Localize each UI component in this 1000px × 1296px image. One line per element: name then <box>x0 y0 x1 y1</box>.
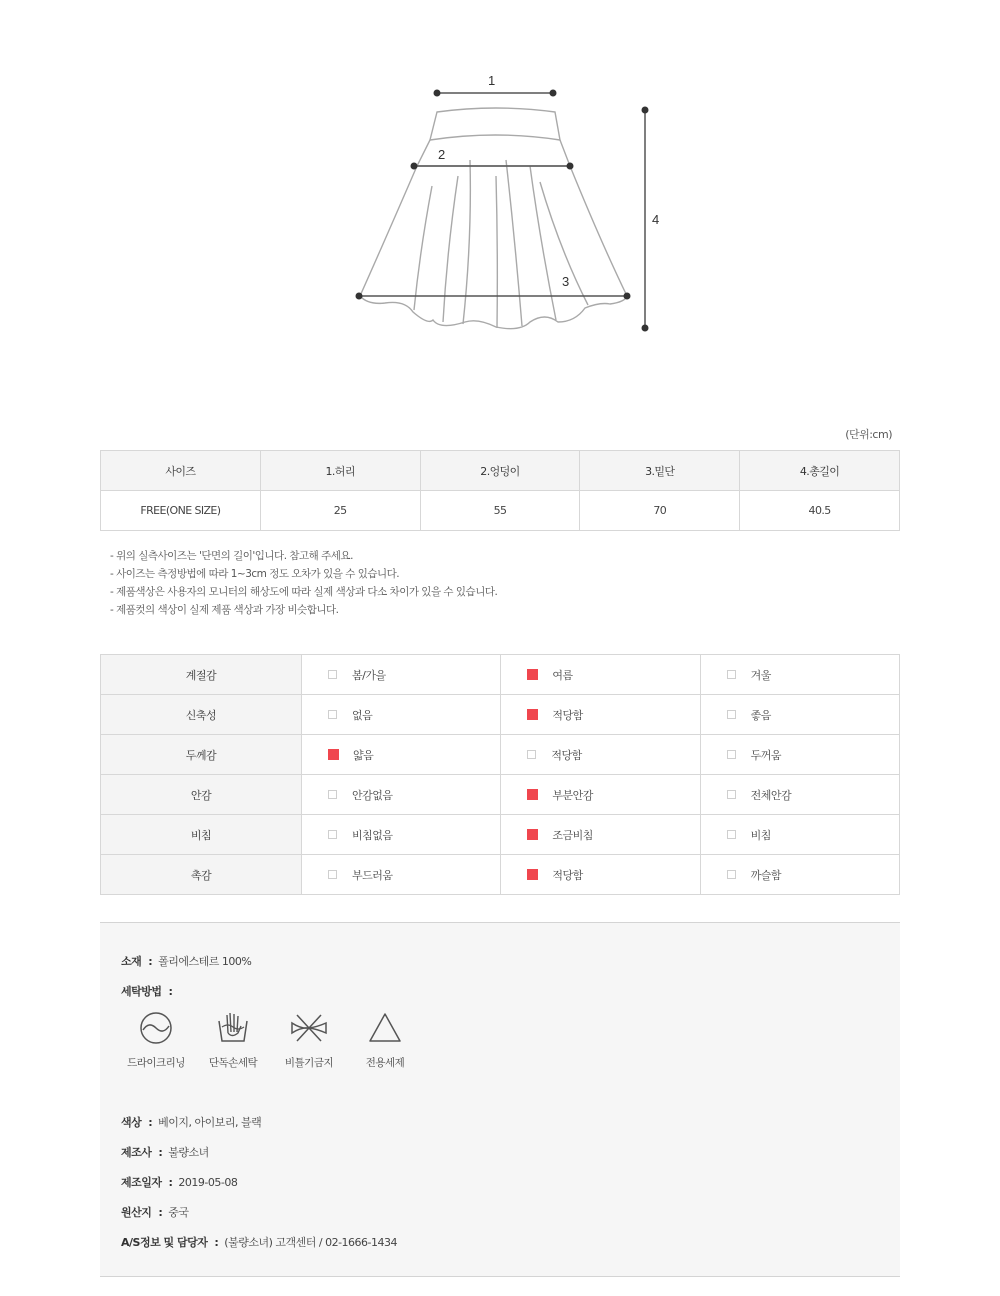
label-length: 4 <box>652 212 660 227</box>
header-hip: 2.엉덩이 <box>420 451 580 491</box>
date-row: 제조일자 : 2019-05-08 <box>121 1176 238 1189</box>
feel-option-label: 비침 <box>750 828 771 842</box>
checkbox-checked <box>527 829 538 840</box>
feel-option-cell <box>302 655 501 695</box>
date-value: 2019-05-08 <box>178 1176 238 1189</box>
measurement-lines <box>359 93 645 328</box>
feel-option-cell <box>700 655 899 695</box>
note-item: - 제품색상은 사용자의 모니터의 해상도에 따라 실제 색상과 다소 차이가 있을 수 있습니다. <box>110 586 498 598</box>
wash-item-hand-wash: 단독손세탁 <box>193 1011 273 1070</box>
special-detergent-icon <box>368 1011 402 1045</box>
wash-item-no-wring: 비틀기금지 <box>269 1011 349 1070</box>
measurement-dots <box>356 90 649 332</box>
label-waist: 1 <box>488 73 496 88</box>
note-item: - 위의 실측사이즈는 '단면의 길이'입니다. 참고해 주세요. <box>110 550 353 562</box>
feel-option-cell <box>302 695 501 735</box>
feel-label: 촉감 <box>101 855 302 895</box>
feel-option-label: 없음 <box>352 708 373 722</box>
product-info-panel <box>100 922 900 1277</box>
header-waist: 1.허리 <box>260 451 420 491</box>
skirt-size-diagram <box>0 0 1000 400</box>
checkbox-unchecked <box>328 670 337 679</box>
washing-row: 세탁방법 : <box>121 985 173 998</box>
checkbox-unchecked <box>727 710 736 719</box>
no-wring-icon <box>289 1011 329 1045</box>
feel-option-label: 조금비침 <box>552 828 593 842</box>
checkbox-unchecked <box>328 830 337 839</box>
size-table <box>100 450 900 531</box>
note-item: - 사이즈는 측정방법에 따라 1~3cm 정도 오차가 있을 수 있습니다. <box>110 568 400 580</box>
table-row <box>101 491 900 531</box>
feel-option-cell <box>700 775 899 815</box>
feel-option-cell <box>700 855 899 895</box>
feel-option-cell <box>302 855 501 895</box>
feel-option-label: 전체안감 <box>750 788 792 802</box>
size-notes <box>110 547 497 619</box>
label-hem: 3 <box>562 274 570 289</box>
feel-option-cell <box>501 735 700 775</box>
feel-option-cell <box>700 735 899 775</box>
maker-value: 불량소녀 <box>168 1146 209 1159</box>
feel-option-cell <box>302 735 501 775</box>
cell-length: 40.5 <box>740 491 900 531</box>
color-value: 베이지, 아이보리, 블랙 <box>158 1116 262 1129</box>
note-item: - 제품컷의 색상이 실제 제품 색상과 가장 비슷합니다. <box>110 604 339 616</box>
maker-row: 제조사 : 불량소녀 <box>121 1146 209 1159</box>
table-row <box>101 735 900 775</box>
table-row <box>101 855 900 895</box>
feel-option-cell <box>700 695 899 735</box>
feel-option-cell <box>302 815 501 855</box>
feel-label: 두께감 <box>101 735 302 775</box>
feel-option-label: 적당함 <box>551 748 582 762</box>
feel-option-label: 여름 <box>552 668 573 682</box>
table-row <box>101 775 900 815</box>
cell-waist: 25 <box>260 491 420 531</box>
header-hem: 3.밑단 <box>580 451 740 491</box>
checkbox-unchecked <box>727 830 736 839</box>
checkbox-unchecked <box>328 710 337 719</box>
color-row: 색상 : 베이지, 아이보리, 블랙 <box>121 1116 262 1129</box>
material-row: 소재 : 폴리에스테르 100% <box>121 955 252 968</box>
dry-cleaning-icon <box>139 1011 173 1045</box>
feel-option-cell <box>302 775 501 815</box>
checkbox-unchecked <box>727 670 736 679</box>
feel-label: 안감 <box>101 775 302 815</box>
feel-label: 계절감 <box>101 655 302 695</box>
feel-option-label: 까슬함 <box>750 868 782 882</box>
checkbox-unchecked <box>727 790 736 799</box>
feel-label: 비침 <box>101 815 302 855</box>
feel-option-label: 봄/가을 <box>352 668 386 682</box>
header-size: 사이즈 <box>101 451 261 491</box>
feel-option-cell <box>700 815 899 855</box>
wash-item-dry-cleaning: 드라이크리닝 <box>116 1011 196 1070</box>
feel-option-cell <box>501 695 700 735</box>
origin-row: 원산지 : 중국 <box>121 1206 189 1219</box>
checkbox-checked <box>527 669 538 680</box>
feel-label: 신축성 <box>101 695 302 735</box>
feel-option-cell <box>501 815 700 855</box>
feel-option-label: 얇음 <box>353 748 374 762</box>
cell-hip: 55 <box>420 491 580 531</box>
feel-option-label: 겨울 <box>750 668 771 682</box>
table-row <box>101 655 900 695</box>
feel-option-label: 두꺼움 <box>750 748 782 762</box>
checkbox-checked <box>527 789 538 800</box>
feel-option-cell <box>501 655 700 695</box>
header-length: 4.총길이 <box>740 451 900 491</box>
feel-option-label: 적당함 <box>552 868 583 882</box>
checkbox-checked <box>527 709 538 720</box>
feel-option-label: 부분안감 <box>552 788 593 802</box>
table-row <box>101 695 900 735</box>
wash-item-special-detergent: 전용세제 <box>345 1011 425 1070</box>
unit-label: (단위:cm) <box>845 428 892 441</box>
checkbox-checked <box>328 749 339 760</box>
checkbox-checked <box>527 869 538 880</box>
feel-option-label: 안감없음 <box>352 788 393 802</box>
size-table-header <box>101 451 900 491</box>
feel-option-cell <box>501 775 700 815</box>
feel-option-label: 적당함 <box>552 708 583 722</box>
hand-wash-icon <box>216 1011 250 1045</box>
fabric-feel-table <box>100 654 900 895</box>
feel-option-label: 비침없음 <box>352 828 393 842</box>
checkbox-unchecked <box>527 750 536 759</box>
checkbox-unchecked <box>727 750 736 759</box>
cell-hem: 70 <box>580 491 740 531</box>
as-value: (불량소녀) 고객센터 / 02-1666-1434 <box>224 1236 397 1249</box>
feel-option-label: 좋음 <box>750 708 771 722</box>
label-hip: 2 <box>438 147 446 162</box>
table-row <box>101 815 900 855</box>
checkbox-unchecked <box>328 790 337 799</box>
checkbox-unchecked <box>328 870 337 879</box>
material-value: 폴리에스테르 100% <box>158 955 252 968</box>
checkbox-unchecked <box>727 870 736 879</box>
feel-option-cell <box>501 855 700 895</box>
feel-option-label: 부드러움 <box>352 868 393 882</box>
as-row: A/S정보 및 담당자 : (불량소녀) 고객센터 / 02-1666-1434 <box>121 1236 397 1249</box>
cell-size: FREE(ONE SIZE) <box>101 491 261 531</box>
origin-value: 중국 <box>168 1206 189 1219</box>
